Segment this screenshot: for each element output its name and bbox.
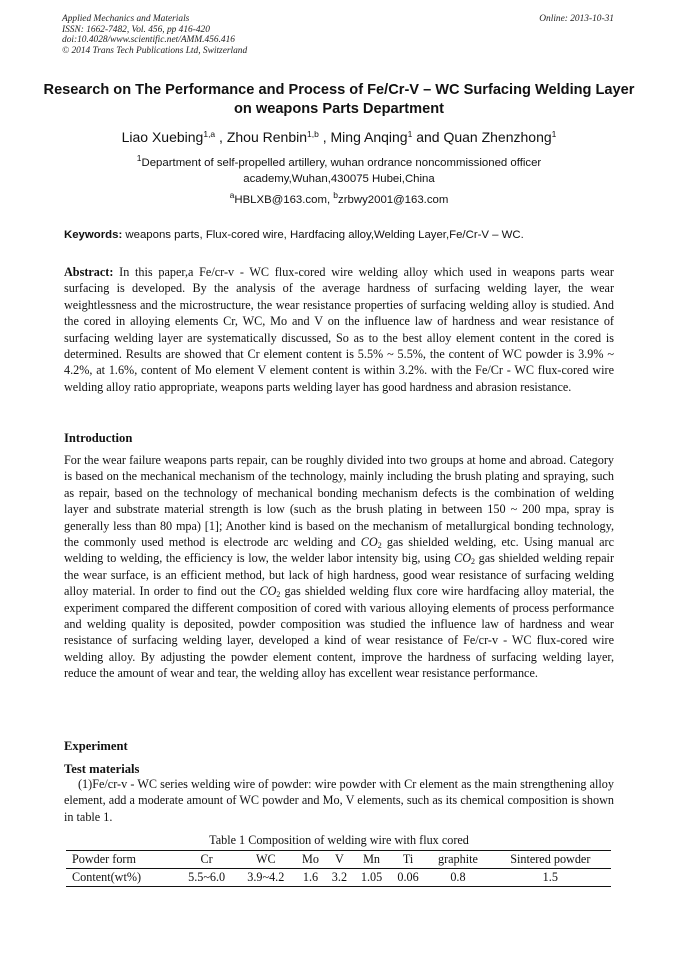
keywords-label: Keywords: — [64, 229, 123, 241]
author-list — [40, 128, 638, 146]
table-header-cell: Mo — [295, 851, 325, 869]
affiliation-text: Department of self-propelled artillery, wuhan ordrance noncommissioned officer academy,Wuhan,430075 Hubei,China — [141, 157, 542, 185]
co2-formula: $CO_2$ — [259, 584, 281, 600]
email-a[interactable]: HBLXB@163.com, — [234, 194, 331, 206]
test-materials-heading: Test materials — [64, 762, 140, 776]
table-row — [66, 869, 611, 887]
abstract — [64, 264, 614, 395]
table-header-cell: graphite — [426, 851, 489, 869]
table-cell: 1.5 — [490, 869, 611, 887]
issn-line: ISSN: 1662-7482, Vol. 456, pp 416-420 — [62, 24, 210, 35]
author-sup: 1,b — [307, 129, 319, 139]
table-header-cell: WC — [236, 851, 295, 869]
table-cell: 3.2 — [326, 869, 354, 887]
author-sep: and — [412, 129, 444, 145]
table-cell: Content(wt%) — [66, 869, 177, 887]
introduction-heading: Introduction — [64, 431, 133, 445]
author-sup: 1,a — [203, 129, 216, 139]
introduction-body — [64, 452, 614, 682]
table-cell: 3.9~4.2 — [236, 869, 295, 887]
author-sep: , — [318, 129, 331, 145]
intro-text-2: gas shielded welding, etc. Using manual arc welding to welding, the efficiency is low, the welder labor intensity big, using — [64, 535, 615, 566]
journal-name: Applied Mechanics and Materials — [62, 14, 190, 24]
table-header-cell: Powder form — [66, 851, 177, 869]
keywords — [64, 228, 624, 243]
author-name: Ming Anqing — [330, 129, 408, 145]
co2-formula: $CO_2$ — [360, 535, 382, 551]
affiliation-sup: 1 — [136, 153, 142, 163]
email-a-sup: a — [229, 190, 235, 200]
table-cell: 1.05 — [353, 869, 390, 887]
table-cell: 0.06 — [390, 869, 427, 887]
doi-line: doi:10.4028/www.scientific.net/AMM.456.416 — [62, 35, 235, 46]
co2-formula: $CO_2$ — [454, 551, 476, 567]
table-header-cell: Cr — [177, 851, 236, 869]
intro-text-4: gas shielded welding flux core wire hardfacing alloy material, the experiment compared the different composition of cored with various alloying elements of process performance and welding quality is deposited, powder composition was studied the influence law of hardness and wear resistance of surfacing welding layer, developed a kind of wear resistance of Fe/cr-v - WC flux-cored wire welding alloy. By adjusting the powder element content, improve the hardness of surfacing welding layer, reduce the amount of wear and tear, the welding alloy has excellent wear resistance performance. — [64, 584, 615, 681]
abstract-text: In this paper,a Fe/cr-v - WC flux-cored wire welding alloy which used in weapons parts wear surfacing is developed. By the analysis of the average hardness of surfacing welding layer, the wear weightlessness and the microstructure, the wear resistance properties of surfacing welding alloy is studied. And the cored in alloying elements Cr, WC, Mo and V on the influence law of hardness and wear resistance of surfacing welding layer are systematically discussed, So as to the best alloy element content in the cored is determined. Results are showed that Cr element content is 5.5% ~ 5.5%, the content of WC powder is 3.9% ~ 4.2%, at 1.6%, content of Mo element V element content is within 3.2%. with the Fe/Cr - WC flux-cored wire welding alloy ratio appropriate, weapons parts welding layer has good hardness and abrasion resistance. — [64, 265, 614, 394]
author-emails — [40, 190, 638, 207]
email-b-sup: b — [333, 190, 339, 200]
copyright-line: © 2014 Trans Tech Publications Ltd, Switzerland — [62, 45, 248, 56]
table-cell: 0.8 — [426, 869, 489, 887]
journal-header — [62, 14, 247, 56]
composition-table — [66, 850, 611, 887]
online-date: Online: 2013-10-31 — [539, 14, 614, 24]
table-header-cell: Sintered powder — [490, 851, 611, 869]
intro-text-3: gas shielded welding repair the wear surface, is an efficient method, but lack of high hardness, good wear resistance of surfacing welding alloy material. In order to find out the — [64, 551, 615, 599]
table-header-cell: Ti — [390, 851, 427, 869]
author-name: Liao Xuebing — [121, 129, 204, 145]
email-b[interactable]: zrbwy2001@163.com — [338, 194, 449, 206]
author-name: Zhou Renbin — [226, 129, 308, 145]
table-header-row — [66, 851, 611, 869]
abstract-label: Abstract: — [64, 265, 114, 279]
table-header-cell: Mn — [353, 851, 390, 869]
intro-text-1: For the wear failure weapons parts repair, can be roughly divided into two groups at home and abroad. Category is based on the mechanical mechanism of the technology, mainly including the brush plating and spraying, such as repair, based on the technology of mechanical bonding mechanism defects is the combination of welding layer and substrate material strength is low (such as the brush plating in between 150 ~ 200 mpa, spray is generally less than 80 mpa) [1]; Another kind is based on the mechanism of metallurgical bonding technology, the commonly used method is electrode arc welding and — [64, 453, 614, 550]
author-sup: 1 — [407, 129, 413, 139]
paper-title: Research on The Performance and Process of Fe/Cr-V – WC Surfacing Welding Layer on weapons Parts Department — [43, 82, 635, 117]
table-cell: 1.6 — [295, 869, 325, 887]
table-cell: 5.5~6.0 — [177, 869, 236, 887]
keywords-text: weapons parts, Flux-cored wire, Hardfacing alloy,Welding Layer,Fe/Cr-V – WC. — [125, 229, 524, 241]
author-name: Quan Zhenzhong — [443, 129, 552, 145]
experiment-heading: Experiment — [64, 739, 128, 753]
author-sep: , — [215, 129, 227, 145]
affiliation — [90, 155, 588, 187]
table-caption: Table 1 Composition of welding wire with flux cored — [209, 833, 469, 847]
author-sup: 1 — [551, 129, 557, 139]
test-materials-body: (1)Fe/cr-v - WC series welding wire of powder: wire powder with Cr element as the main strengthening alloy element, add a moderate amount of WC powder and Mo, V elements, such as its chemical composition is shown in table 1. — [64, 777, 614, 824]
table-header-cell: V — [326, 851, 354, 869]
